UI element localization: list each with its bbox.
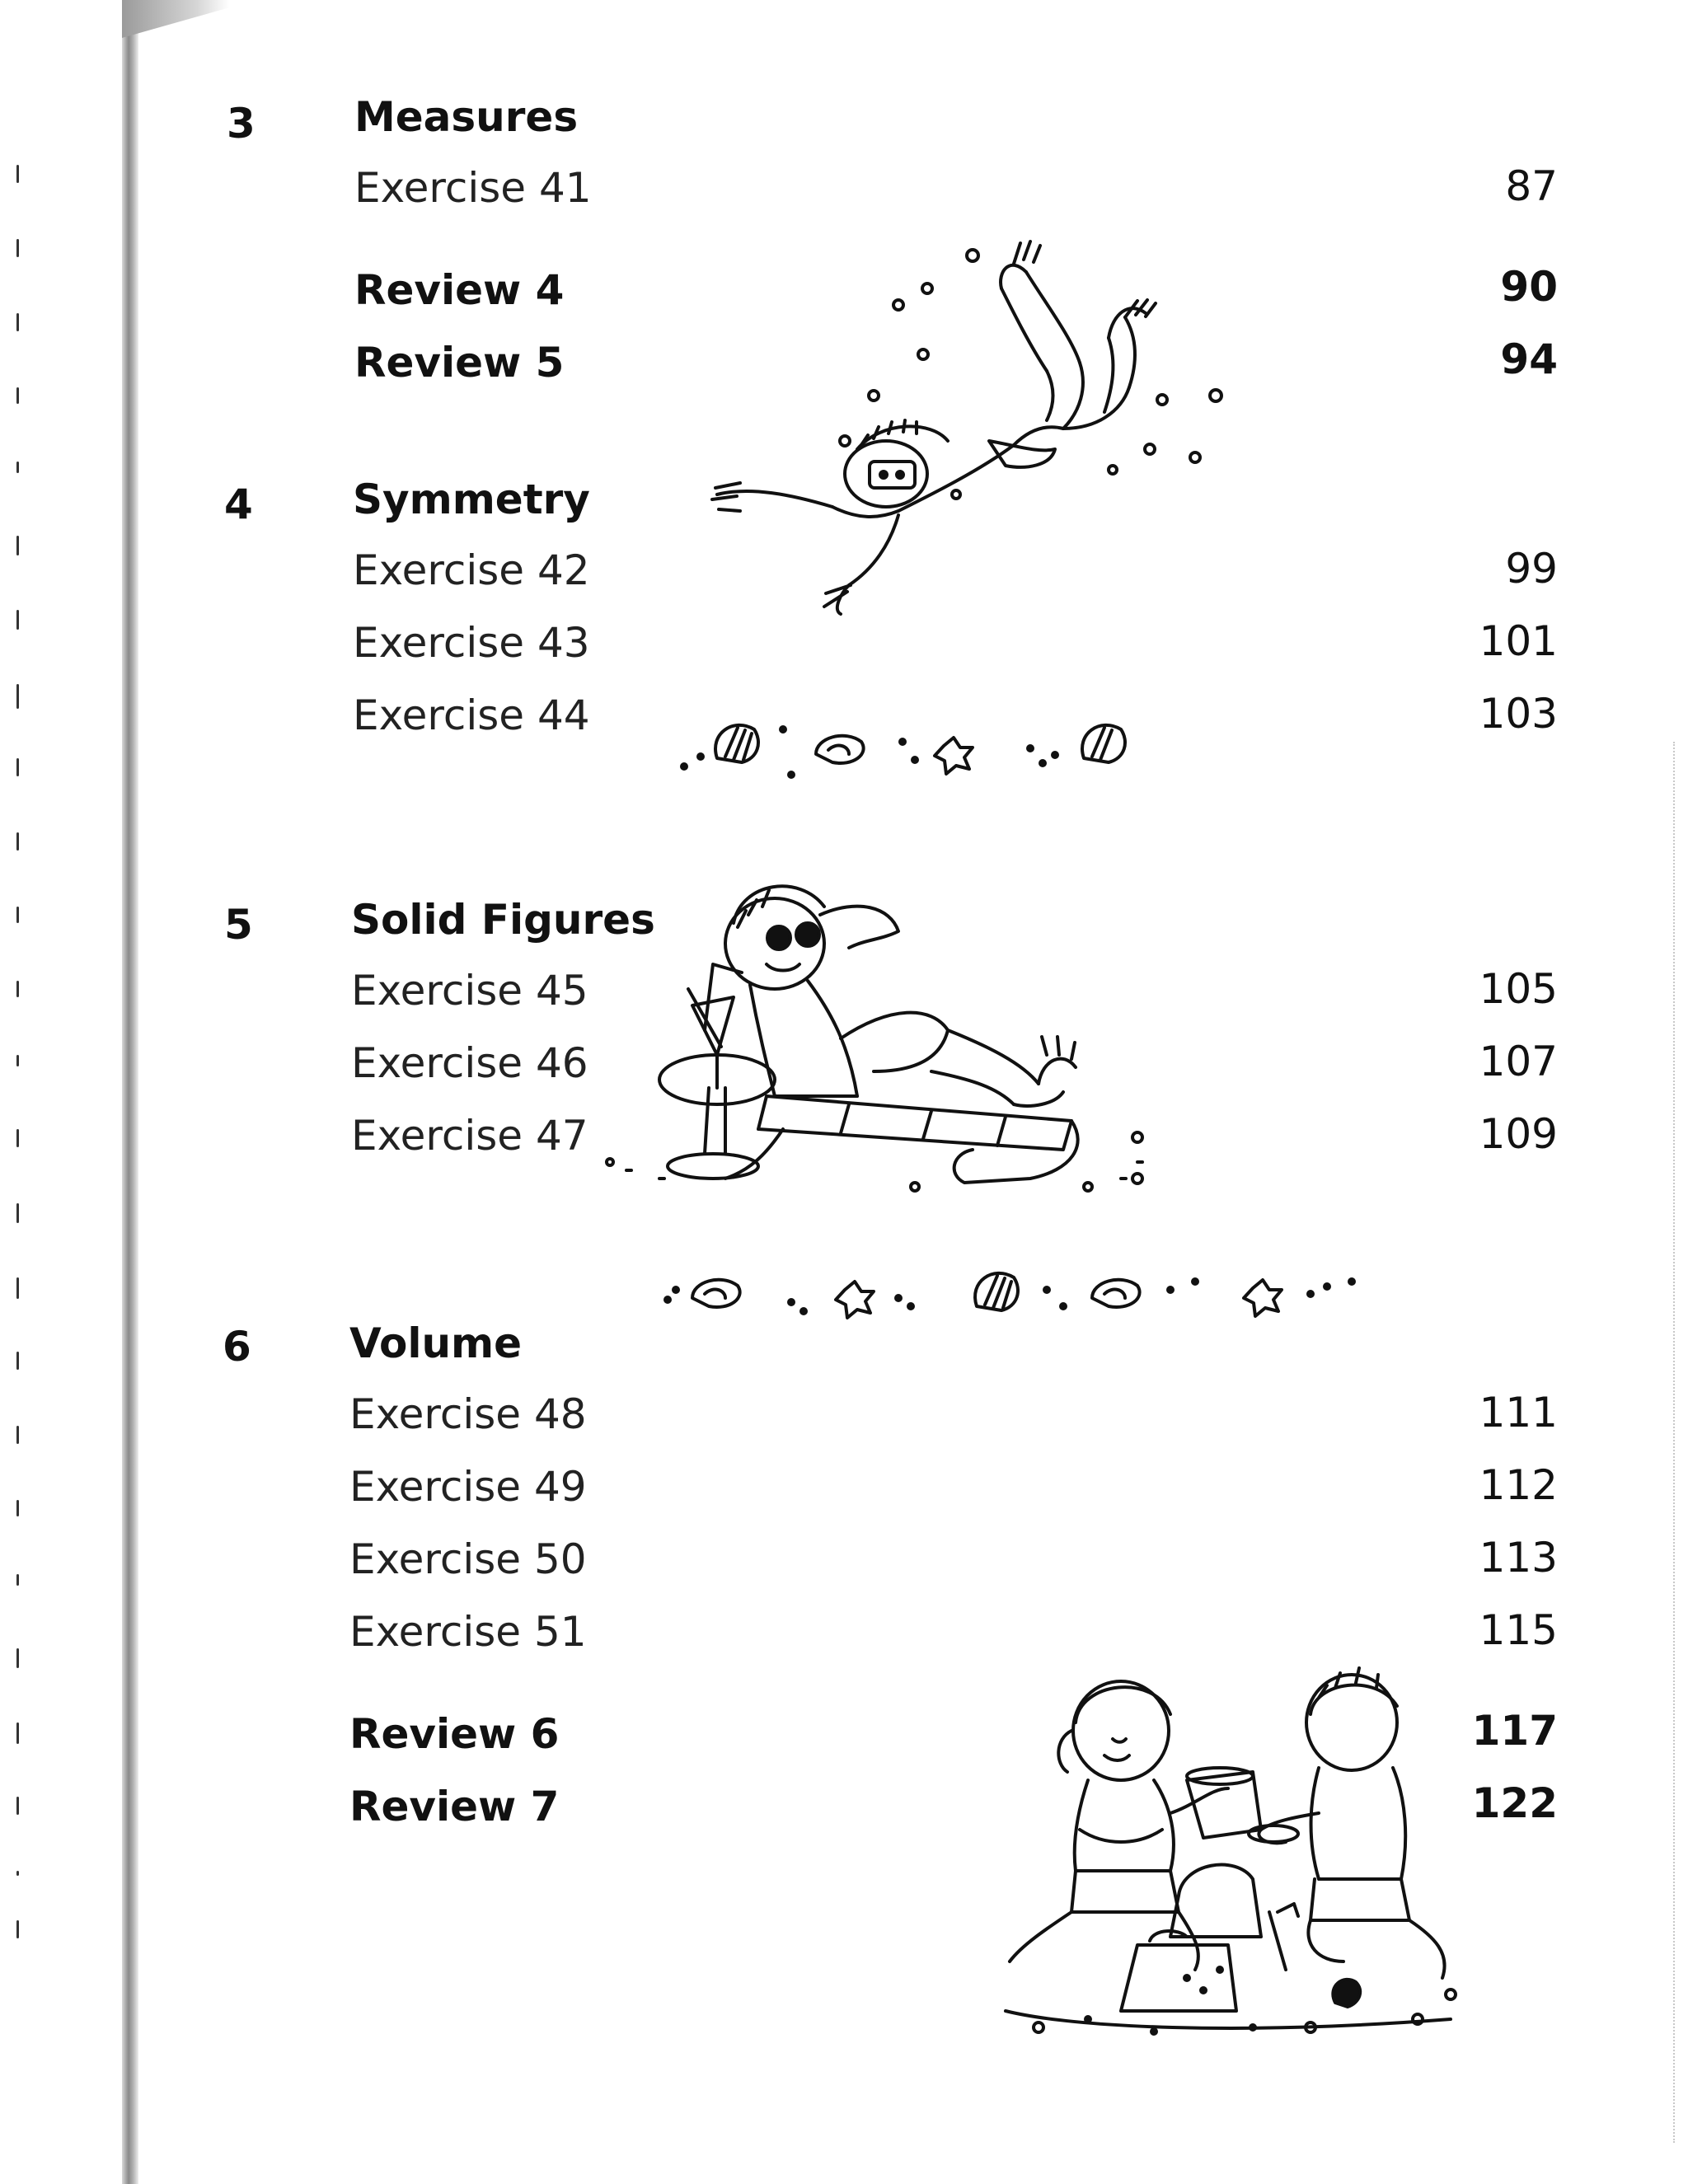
exercise-label: Exercise 43: [353, 619, 590, 667]
page-number: 105: [1479, 965, 1558, 1013]
exercise-label: Exercise 46: [351, 1039, 588, 1087]
review-label: Review 5: [354, 339, 565, 387]
page-number: 112: [1479, 1461, 1558, 1509]
exercise-label: Exercise 42: [353, 546, 590, 594]
page-number: 87: [1505, 162, 1558, 210]
page-right-edge: [1673, 742, 1676, 2143]
exercise-label: Exercise 51: [349, 1608, 587, 1656]
page-number: 94: [1500, 335, 1558, 383]
page-number: 103: [1479, 690, 1558, 738]
page-number: 101: [1479, 617, 1558, 665]
page-number: 122: [1471, 1779, 1558, 1827]
page-number: 111: [1479, 1389, 1558, 1436]
review-label: Review 6: [349, 1710, 560, 1758]
chapter-number: 6: [223, 1323, 251, 1371]
page-number: 109: [1479, 1110, 1558, 1158]
chapter-number: 4: [224, 480, 253, 528]
exercise-label: Exercise 48: [349, 1390, 587, 1438]
page-number: 107: [1479, 1038, 1558, 1085]
page-number: 115: [1479, 1606, 1558, 1654]
diver-illustration: [701, 223, 1245, 651]
shells-starfish-row-illustration: [659, 1257, 1360, 1331]
page-number: 113: [1479, 1534, 1558, 1582]
chapter-title: Solid Figures: [351, 896, 655, 944]
exercise-label: Exercise 44: [353, 691, 590, 739]
exercise-label: Exercise 50: [349, 1535, 587, 1583]
chapter-title: Volume: [349, 1319, 523, 1367]
chapter-title: Measures: [354, 93, 579, 141]
sandcastle-kids-illustration: [989, 1665, 1484, 2052]
exercise-label: Exercise 47: [351, 1112, 588, 1160]
review-label: Review 7: [349, 1783, 560, 1830]
shells-row-illustration: [668, 709, 1146, 783]
page-binding-shadow: [122, 0, 138, 2184]
chapter-number: 5: [224, 901, 253, 949]
page-number: 90: [1500, 263, 1558, 311]
chapter-title: Symmetry: [353, 476, 590, 523]
page-number: 99: [1505, 545, 1558, 593]
review-label: Review 4: [354, 266, 565, 314]
exercise-label: Exercise 41: [354, 164, 592, 212]
chapter-number: 3: [227, 100, 256, 148]
exercise-label: Exercise 49: [349, 1463, 587, 1511]
sunbather-illustration: [643, 849, 1170, 1203]
exercise-label: Exercise 45: [351, 967, 588, 1015]
page-number: 117: [1471, 1707, 1558, 1755]
page-corner-fold: [122, 0, 229, 38]
